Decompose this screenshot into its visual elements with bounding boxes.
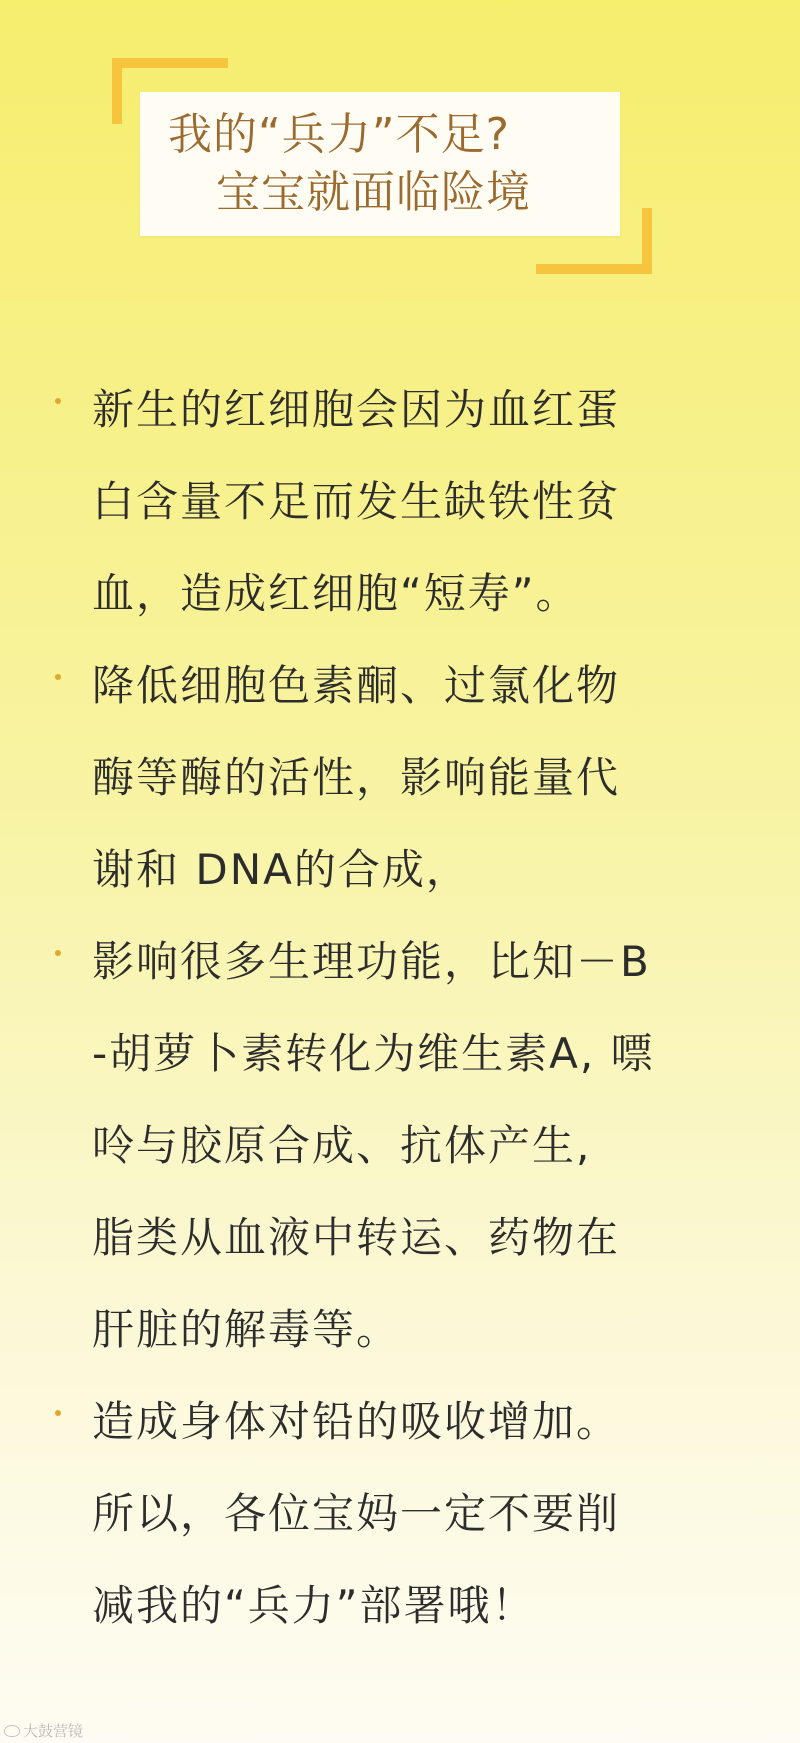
bullet-line: 谢和 DNA的合成， <box>92 845 470 894</box>
bullet-line: 所以，各位宝妈一定不要削 <box>92 1489 621 1538</box>
watermark <box>4 1720 83 1741</box>
title-line-1: 我的“兵力”不足? <box>168 109 510 160</box>
bullet-list <box>50 364 750 1652</box>
bullet-dot-icon <box>55 950 61 956</box>
bullet-item <box>50 640 750 916</box>
bullet-line: -胡萝卜素转化为维生素A, 嘌 <box>92 1029 655 1078</box>
bullet-line: 酶等酶的活性，影响能量代 <box>92 753 621 802</box>
bullet-line: 造成身体对铅的吸收增加。 <box>92 1397 621 1446</box>
bullet-line: 影响很多生理功能，比知－B <box>92 937 651 986</box>
title-frame <box>112 58 652 274</box>
corner-decoration-top-left <box>112 58 228 68</box>
weibo-logo-icon <box>4 1725 20 1737</box>
bullet-line: 脂类从血液中转运、药物在 <box>92 1213 621 1262</box>
bullet-item <box>50 916 750 1376</box>
watermark-text: 大鼓营镜 <box>23 1722 84 1740</box>
bullet-item <box>50 364 750 640</box>
bullet-dot-icon <box>55 1410 61 1416</box>
bullet-line: 白含量不足而发生缺铁性贫 <box>92 477 621 526</box>
bullet-line: 减我的“兵力”部署哦！ <box>92 1581 536 1630</box>
corner-decoration-bottom-right <box>642 208 652 274</box>
title-line-2: 宝宝就面临险境 <box>216 167 531 218</box>
bullet-dot-icon <box>55 674 61 680</box>
corner-decoration-bottom-right <box>536 264 652 274</box>
title-card <box>140 92 620 236</box>
bullet-line: 新生的红细胞会因为血红蛋 <box>92 385 621 434</box>
bullet-line: 降低细胞色素酮、过氯化物 <box>92 661 621 710</box>
bullet-line: 肝脏的解毒等。 <box>92 1305 401 1354</box>
bullet-line: 呤与胶原合成、抗体产生, <box>92 1121 592 1170</box>
corner-decoration-top-left <box>112 58 122 124</box>
bullet-item <box>50 1376 750 1652</box>
bullet-dot-icon <box>55 398 61 404</box>
bullet-line: 血，造成红细胞“短寿”。 <box>92 569 580 618</box>
